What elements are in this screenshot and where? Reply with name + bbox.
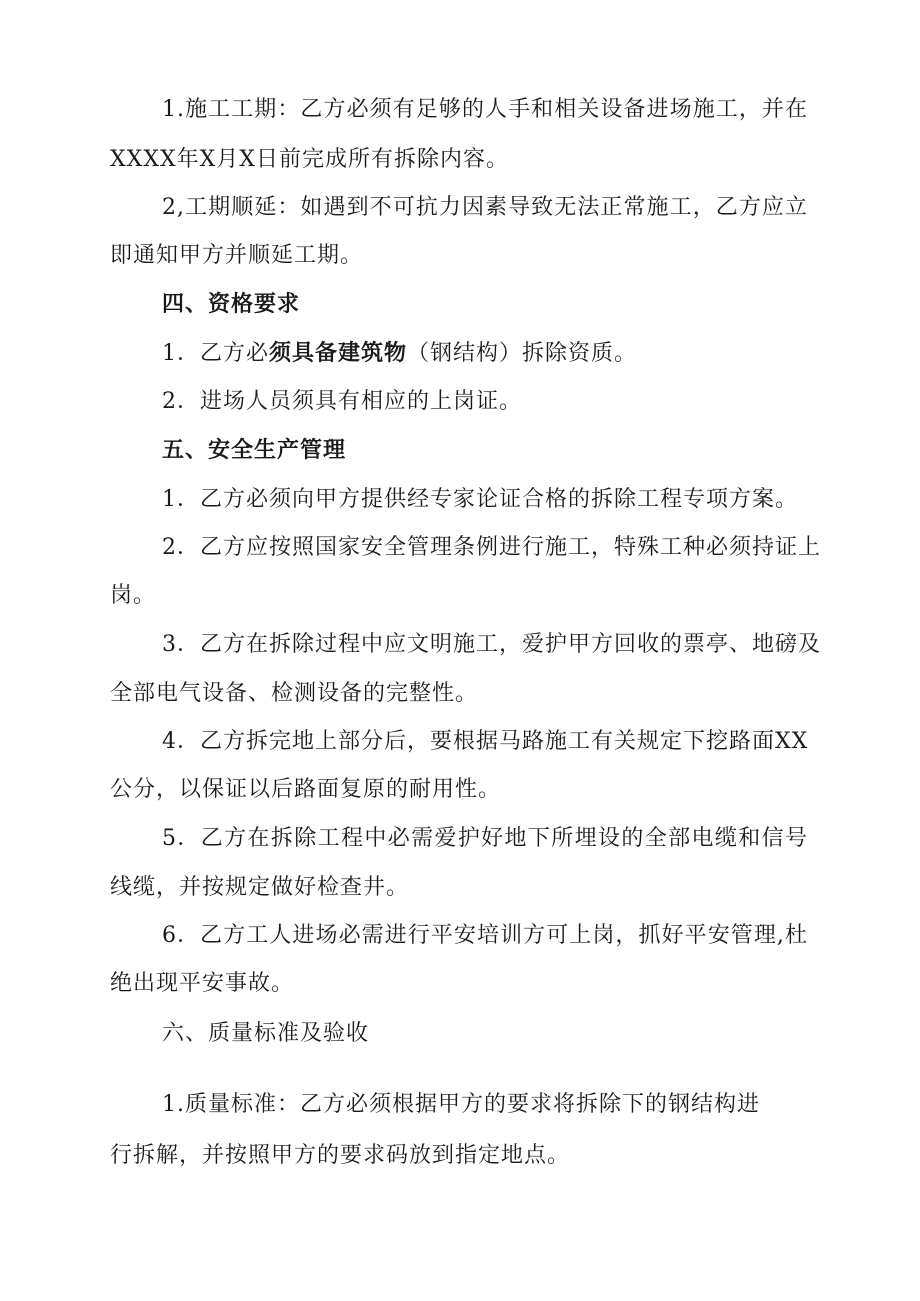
safety-item-6-line-1: 6．乙方工人进场必需进行平安培训方可上岗，抓好平安管理,杜 bbox=[162, 923, 808, 948]
safety-item-3-line-1: 3．乙方在拆除过程中应文明施工，爱护甲方回收的票亭、地磅及 bbox=[162, 632, 821, 657]
safety-item-5-line-1: 5．乙方在拆除工程中必需爱护好地下所埋设的全部电缆和信号 bbox=[162, 826, 808, 851]
safety-item-4-line-1: 4．乙方拆完地上部分后，要根据马路施工有关规定下挖路面XX bbox=[162, 729, 809, 754]
quality-item-1-line-2: 行拆解，并按照甲方的要求码放到指定地点。 bbox=[110, 1143, 571, 1168]
duration-item-2-line-2: 即通知甲方并顺延工期。 bbox=[110, 243, 364, 268]
qualification-item-1-prefix: 1．乙方必 bbox=[162, 341, 269, 366]
safety-item-3-line-2: 全部电气设备、检测设备的完整性。 bbox=[110, 681, 479, 706]
duration-item-2-line-1: 2,工期顺延：如遇到不可抗力因素导致无法正常施工，乙方应立 bbox=[162, 195, 808, 220]
section-6-heading: 六、质量标准及验收 bbox=[162, 1021, 370, 1046]
safety-item-5-line-2: 线缆，并按规定做好检查井。 bbox=[110, 875, 410, 900]
qualification-item-1-suffix: （钢结构）拆除资质。 bbox=[407, 341, 638, 366]
safety-item-6-line-2: 绝出现平安事故。 bbox=[110, 971, 295, 996]
quality-item-1-line-1: 1.质量标准：乙方必须根据甲方的要求将拆除下的钢结构进 bbox=[162, 1092, 760, 1117]
duration-item-1-line-2: XXXX年X月X日前完成所有拆除内容。 bbox=[110, 147, 509, 172]
safety-item-2-line-1: 2．乙方应按照国家安全管理条例进行施工，特殊工种必须持证上 bbox=[162, 535, 821, 560]
qualification-item-1 bbox=[162, 336, 637, 367]
qualification-item-2: 2．进场人员须具有相应的上岗证。 bbox=[162, 389, 522, 414]
safety-item-4-line-2: 公分，以保证以后路面复原的耐用性。 bbox=[110, 777, 502, 802]
qualification-item-1-bold: 须具备建筑物 bbox=[269, 340, 408, 366]
section-5-heading: 五、安全生产管理 bbox=[162, 438, 347, 463]
safety-item-1: 1．乙方必须向甲方提供经专家论证合格的拆除工程专项方案。 bbox=[162, 487, 798, 512]
duration-item-1-line-1: 1.施工工期：乙方必须有足够的人手和相关设备进场施工，并在 bbox=[162, 97, 808, 122]
section-4-heading: 四、资格要求 bbox=[162, 292, 301, 317]
safety-item-2-line-2: 岗。 bbox=[110, 583, 157, 608]
